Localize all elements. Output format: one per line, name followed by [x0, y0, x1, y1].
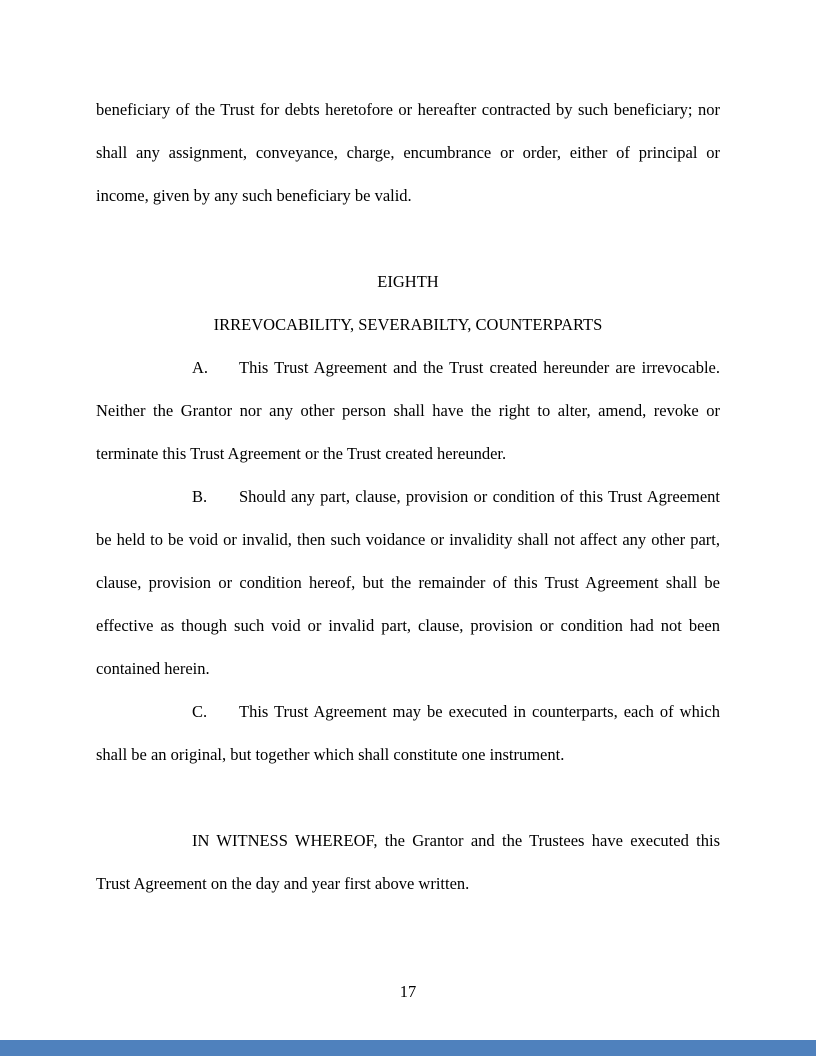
- section-subheading: IRREVOCABILITY, SEVERABILTY, COUNTERPARTS: [213, 315, 603, 334]
- clause-c-label: C.: [192, 702, 208, 721]
- clause-paragraph-b: [96, 475, 720, 690]
- continuation-paragraph: beneficiary of the Trust for debts heretofore or hereafter contracted by such beneficiary; nor shall any assignment, conveyance, charge, encumbrance or order, either of principal or income, given by any such beneficiary be valid.: [96, 100, 720, 205]
- clause-b-text: Should any part, clause, provision or condition of this Trust Agreement be held to be void or invalid, then such voidance or invalidity shall not affect any other part, clause, provision or condition hereof, but the remainder of this Trust Agreement shall be effective as though such void or invalid part, clause, provision or condition had not been contained herein.: [96, 487, 720, 678]
- clause-b-label: B.: [192, 487, 208, 506]
- clause-paragraph-c: [96, 690, 720, 776]
- clause-c-text: This Trust Agreement may be executed in counterparts, each of which shall be an original, but together which shall constitute one instrument.: [96, 702, 720, 764]
- closing-paragraph: IN WITNESS WHEREOF, the Grantor and the Trustees have executed this Trust Agreement on the day and year first above written.: [96, 831, 720, 893]
- clause-paragraph-a: [96, 346, 720, 475]
- section-heading: EIGHTH: [377, 272, 439, 291]
- bottom-edge-bar: [0, 1040, 816, 1056]
- page-number: 17: [399, 982, 417, 1001]
- clause-a-text: This Trust Agreement and the Trust created hereunder are irrevocable. Neither the Grantor nor any other person shall have the right to alter, amend, revoke or terminate this Trust Agreement or the Trust created hereunder.: [96, 358, 720, 463]
- clause-a-label: A.: [192, 358, 209, 377]
